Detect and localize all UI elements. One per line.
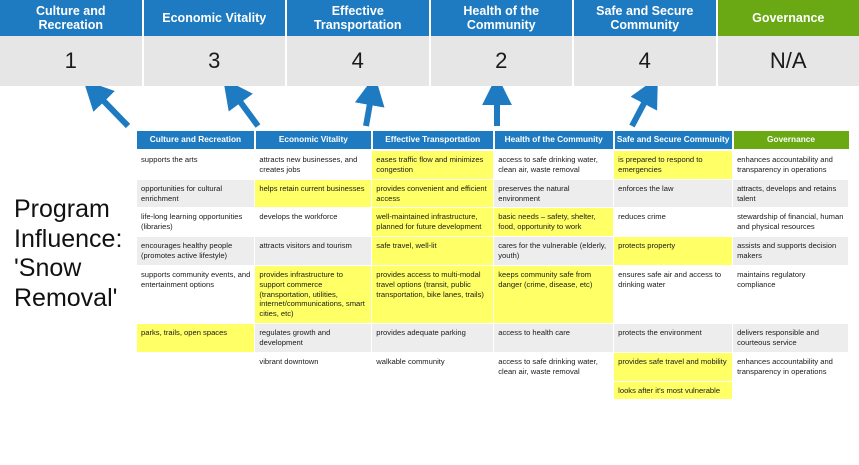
matrix-cell bbox=[372, 381, 494, 400]
matrix-cell: provides access to multi-modal travel options (transit, public transportation, bike lanes, trails) bbox=[372, 265, 494, 323]
matrix-cell: provides convenient and efficient access bbox=[372, 179, 494, 208]
top-banner-header-effective-transportation: Effective Transportation bbox=[287, 0, 431, 36]
table-row bbox=[137, 265, 849, 323]
matrix-header-governance: Governance bbox=[733, 131, 849, 150]
top-banner bbox=[0, 0, 859, 86]
matrix-cell: assists and supports decision makers bbox=[733, 237, 849, 266]
score-effective-transportation: 4 bbox=[287, 36, 431, 86]
table-row bbox=[137, 324, 849, 353]
matrix-cell: attracts, develops and retains talent bbox=[733, 179, 849, 208]
matrix-cell: is prepared to respond to emergencies bbox=[614, 150, 733, 179]
top-banner-header-economic-vitality: Economic Vitality bbox=[144, 0, 288, 36]
matrix-cell: protects the environment bbox=[614, 324, 733, 353]
arrow-icon-2 bbox=[233, 92, 258, 126]
matrix-cell: enhances accountability and transparency in operations bbox=[733, 150, 849, 179]
matrix-cell: basic needs – safety, shelter, food, opportunity to work bbox=[494, 208, 614, 237]
matrix-cell: supports the arts bbox=[137, 150, 255, 179]
matrix-header-health-of-the-community: Health of the Community bbox=[494, 131, 614, 150]
matrix-cell: supports community events, and entertainment options bbox=[137, 265, 255, 323]
score-economic-vitality: 3 bbox=[144, 36, 288, 86]
top-banner-header-culture-and-recreation: Culture and Recreation bbox=[0, 0, 144, 36]
matrix-cell: access to safe drinking water, clean air, waste removal bbox=[494, 150, 614, 179]
matrix-cell: provides safe travel and mobility bbox=[614, 352, 733, 381]
matrix-cell bbox=[137, 381, 255, 400]
matrix-cell: cares for the vulnerable (elderly, youth) bbox=[494, 237, 614, 266]
matrix-header-safe-and-secure-community: Safe and Secure Community bbox=[614, 131, 733, 150]
matrix-header-economic-vitality: Economic Vitality bbox=[255, 131, 372, 150]
matrix-cell: well-maintained infrastructure, planned for future development bbox=[372, 208, 494, 237]
arrow-icon-3 bbox=[366, 92, 372, 126]
top-banner-header-health-of-the-community: Health of the Community bbox=[431, 0, 575, 36]
top-banner-header-row bbox=[0, 0, 859, 36]
matrix-cell: access to health care bbox=[494, 324, 614, 353]
score-culture-and-recreation: 1 bbox=[0, 36, 144, 86]
table-row bbox=[137, 208, 849, 237]
matrix-cell: provides adequate parking bbox=[372, 324, 494, 353]
arrow-icon-1 bbox=[95, 92, 128, 126]
matrix-cell: stewardship of financial, human and physical resources bbox=[733, 208, 849, 237]
arrow-group bbox=[0, 86, 859, 131]
top-banner-score-row bbox=[0, 36, 859, 86]
matrix-header-effective-transportation: Effective Transportation bbox=[372, 131, 494, 150]
matrix-header-row bbox=[137, 131, 849, 150]
matrix-cell bbox=[255, 381, 372, 400]
table-row bbox=[137, 352, 849, 381]
matrix-cell: ensures safe air and access to drinking water bbox=[614, 265, 733, 323]
matrix-cell: delivers responsible and courteous service bbox=[733, 324, 849, 353]
matrix-cell bbox=[137, 352, 255, 381]
table-row bbox=[137, 150, 849, 179]
matrix-cell: helps retain current businesses bbox=[255, 179, 372, 208]
score-safe-and-secure-community: 4 bbox=[574, 36, 718, 86]
matrix-cell: eases traffic flow and minimizes congestion bbox=[372, 150, 494, 179]
score-governance: N/A bbox=[769, 48, 807, 73]
matrix-cell: enforces the law bbox=[614, 179, 733, 208]
matrix-cell: maintains regulatory compliance bbox=[733, 265, 849, 323]
matrix-cell: safe travel, well-lit bbox=[372, 237, 494, 266]
matrix-cell: regulates growth and development bbox=[255, 324, 372, 353]
matrix-cell: walkable community bbox=[372, 352, 494, 381]
table-row bbox=[137, 179, 849, 208]
top-banner-header-governance: Governance bbox=[718, 0, 859, 36]
matrix-cell: encourages healthy people (promotes active lifestyle) bbox=[137, 237, 255, 266]
matrix-cell: keeps community safe from danger (crime, disease, etc) bbox=[494, 265, 614, 323]
arrow-icon-5 bbox=[632, 92, 650, 126]
matrix-body bbox=[137, 150, 849, 400]
matrix-cell: protects property bbox=[614, 237, 733, 266]
matrix-header-culture-and-recreation: Culture and Recreation bbox=[137, 131, 255, 150]
matrix-cell: parks, trails, open spaces bbox=[137, 324, 255, 353]
matrix-cell: vibrant downtown bbox=[255, 352, 372, 381]
matrix-cell: access to safe drinking water, clean air, waste removal bbox=[494, 352, 614, 381]
matrix-cell: enhances accountability and transparency in operations bbox=[733, 352, 849, 381]
influence-matrix-table bbox=[137, 131, 849, 400]
matrix-cell bbox=[733, 381, 849, 400]
program-influence-caption: Program Influence: 'Snow Removal' bbox=[14, 195, 123, 312]
score-health-of-the-community: 2 bbox=[431, 36, 575, 86]
matrix-cell: reduces crime bbox=[614, 208, 733, 237]
top-banner-header-safe-and-secure-community: Safe and Secure Community bbox=[574, 0, 718, 36]
matrix-cell: life-long learning opportunities (libraries) bbox=[137, 208, 255, 237]
matrix-cell: preserves the natural environment bbox=[494, 179, 614, 208]
matrix-cell: opportunities for cultural enrichment bbox=[137, 179, 255, 208]
matrix-cell: looks after it's most vulnerable bbox=[614, 381, 733, 400]
matrix-cell: develops the workforce bbox=[255, 208, 372, 237]
table-row bbox=[137, 381, 849, 400]
table-row bbox=[137, 237, 849, 266]
matrix-cell bbox=[494, 381, 614, 400]
matrix-cell: provides infrastructure to support commerce (transportation, utilities, internet/communications, smart cities, etc) bbox=[255, 265, 372, 323]
matrix-cell: attracts new businesses, and creates jobs bbox=[255, 150, 372, 179]
matrix-cell: attracts visitors and tourism bbox=[255, 237, 372, 266]
